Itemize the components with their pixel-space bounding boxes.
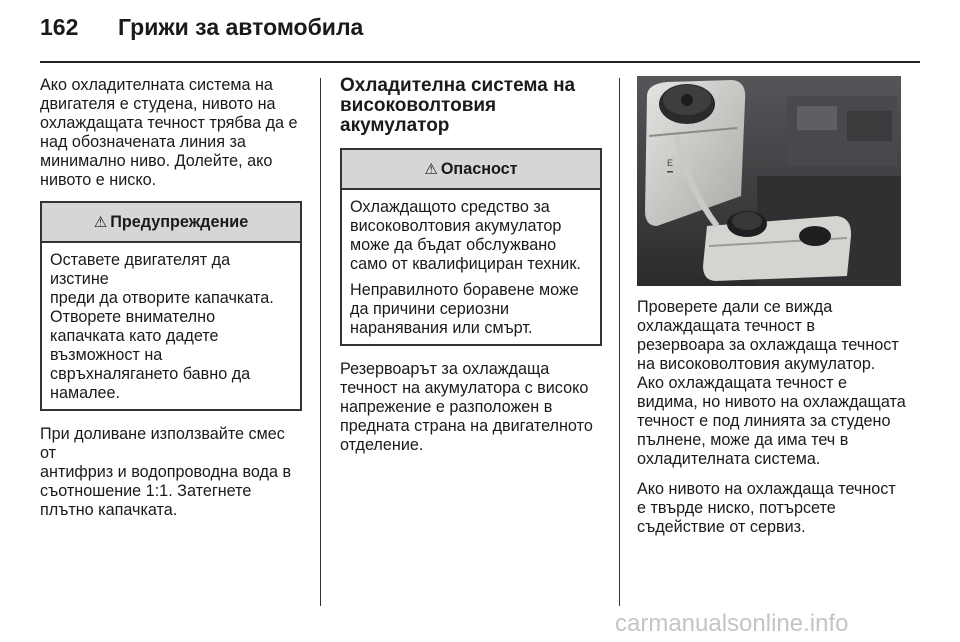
page-header [40, 14, 363, 41]
watermark: carmanualsonline.info [615, 610, 849, 637]
column-divider [320, 78, 321, 606]
antifreeze-paragraph: При доливане използвайте смес от антифриз и водопроводна вода в съотношение 1:1. Затегнете плътно капачката. [40, 425, 292, 519]
engine-coolant-reservoir-photo [637, 76, 901, 286]
header-rule [40, 61, 920, 63]
page-title: Грижи за автомобила [118, 14, 364, 40]
page-number: 162 [40, 14, 79, 40]
check-coolant-paragraph: Проверете дали се вижда охлаждащата течност в резервоара за охлаждаща течност на високоволтовия акумулатор. Ако охлаждащата течност е видима, но нивото на охлаждащата течност е под линията за студено пълнене, може да има теч в охладителната система. [637, 298, 906, 468]
warning-box-text: Оставете двигателят да изстине преди да отворите капачката. Отворете внимателно капачката като дадете възможност на свръхналягането бавно да намалее. [50, 251, 274, 402]
section-heading: Охладителна система на високоволтовия акумулатор [340, 75, 576, 136]
column-divider [619, 78, 620, 606]
warning-box [40, 201, 302, 411]
danger-box-text: Охлаждащото средство за високоволтовия акумулатор може да бъдат обслужвано само от квалифициран техник. Неправилното боравене може да причини сериозни наранявания или смърт. [350, 198, 581, 337]
danger-box [340, 148, 602, 346]
danger-box-title: ⚠ Опасност [342, 150, 600, 190]
warning-triangle-icon: ⚠ [424, 160, 438, 178]
svg-text:E: E [667, 158, 674, 168]
coolant-level-paragraph: Ако охладителната система на двигателя е студена, нивото на охлаждащата течност трябва да е над обозначената линия за минимално ниво. Долейте, ако нивото е ниско. [40, 76, 298, 189]
column-2 [340, 76, 602, 466]
column-3 [637, 76, 922, 548]
low-level-paragraph: Ако нивото на охлаждаща течност е твърде ниско, потърсете съдействие от сервиз. [637, 480, 896, 536]
column-1 [40, 76, 302, 531]
warning-triangle-icon: ⚠ [93, 213, 108, 231]
warning-box-title: ⚠ Предупреждение [42, 203, 300, 243]
reservoir-location-paragraph: Резервоарът за охлаждаща течност на акумулатора с високо напрежение е разположен в предната страна на двигателното отделение. [340, 360, 593, 454]
